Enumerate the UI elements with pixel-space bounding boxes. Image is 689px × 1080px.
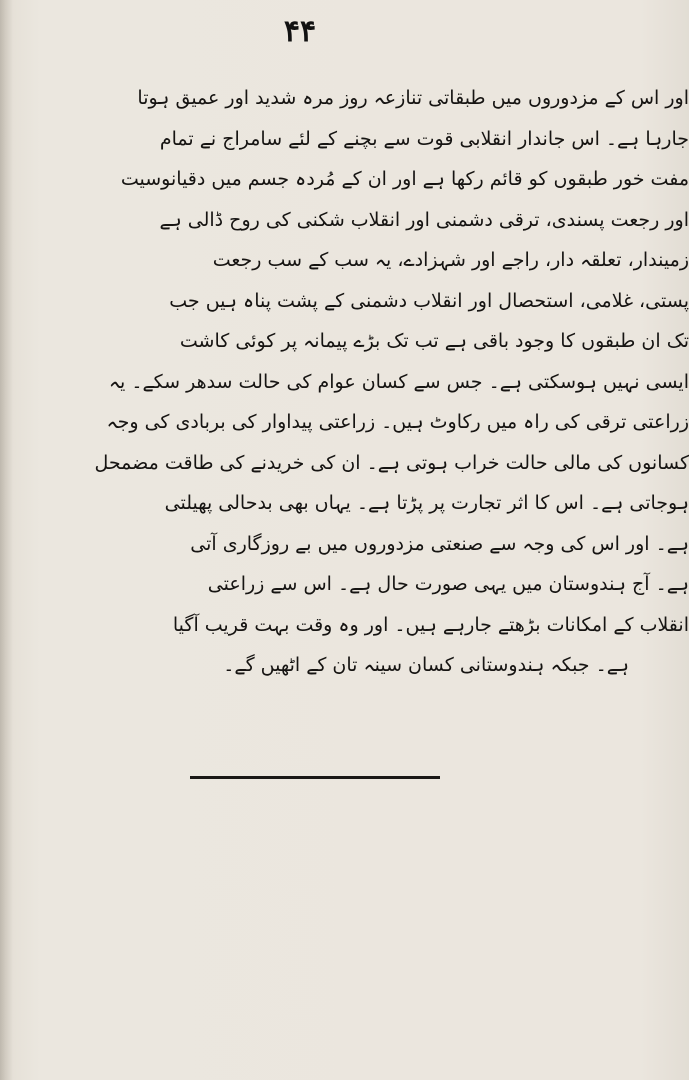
text-line-6: پستی، غلامی، استحصال اور انقلاب دشمنی کے پشت پناہ ہیں جب: [169, 289, 689, 312]
text-line-1: اور اس کے مزدوروں میں طبقاتی تنازعہ روز مرہ شدید اور عمیق ہوتا: [137, 87, 689, 109]
text-line-14: انقلاب کے امکانات بڑھتے جارہے ہیں۔ اور وہ وقت بہت قریب آگیا: [172, 613, 689, 636]
page-binding-edge: [0, 0, 12, 1080]
text-line-10: کسانوں کی مالی حالت خراب ہوتی ہے۔ ان کی خریدنے کی طاقت مضمحل: [94, 451, 689, 474]
section-divider-rule: [190, 776, 440, 779]
text-line-13: ہے۔ آج ہندوستان میں یہی صورت حال ہے۔ اس سے زراعتی: [207, 573, 689, 595]
text-line-7: تک ان طبقوں کا وجود باقی ہے تب تک بڑے پیمانہ پر کوئی کاشت: [179, 330, 689, 352]
text-line-12: ہے۔ اور اس کی وجہ سے صنعتی مزدوروں میں بے روزگاری آتی: [190, 532, 689, 555]
text-line-9: زراعتی ترقی کی راہ میں رکاوٹ ہیں۔ زراعتی پیداوار کی بربادی کی وجہ: [106, 411, 689, 433]
text-line-3: مفت خور طبقوں کو قائم رکھا ہے اور ان کے مُردہ جسم میں دقیانوسیت: [120, 168, 689, 190]
text-line-4: اور رجعت پسندی، ترقی دشمنی اور انقلاب شکنی کی روح ڈالی ہے: [159, 208, 689, 231]
text-line-8: ایسی نہیں ہوسکتی ہے۔ جس سے کسان عوام کی حالت سدھر سکے۔ یہ: [108, 370, 689, 393]
text-line-11: ہوجاتی ہے۔ اس کا اثر تجارت پر پڑتا ہے۔ یہاں بھی بدحالی پھیلتی: [164, 492, 689, 514]
page-number: ۴۴: [283, 14, 317, 49]
text-line-2: جارہا ہے۔ اس جاندار انقلابی قوت سے بچنے کے لئے سامراج نے تمام: [159, 127, 689, 150]
text-line-5: زمیندار، تعلقہ دار، راجے اور شہزادے، یہ سب کے سب رجعت: [212, 249, 689, 271]
body-text: [20, 78, 689, 686]
text-line-15: ہے۔ جبکہ ہندوستانی کسان سینہ تان کے اٹھیں گے۔: [223, 654, 629, 676]
